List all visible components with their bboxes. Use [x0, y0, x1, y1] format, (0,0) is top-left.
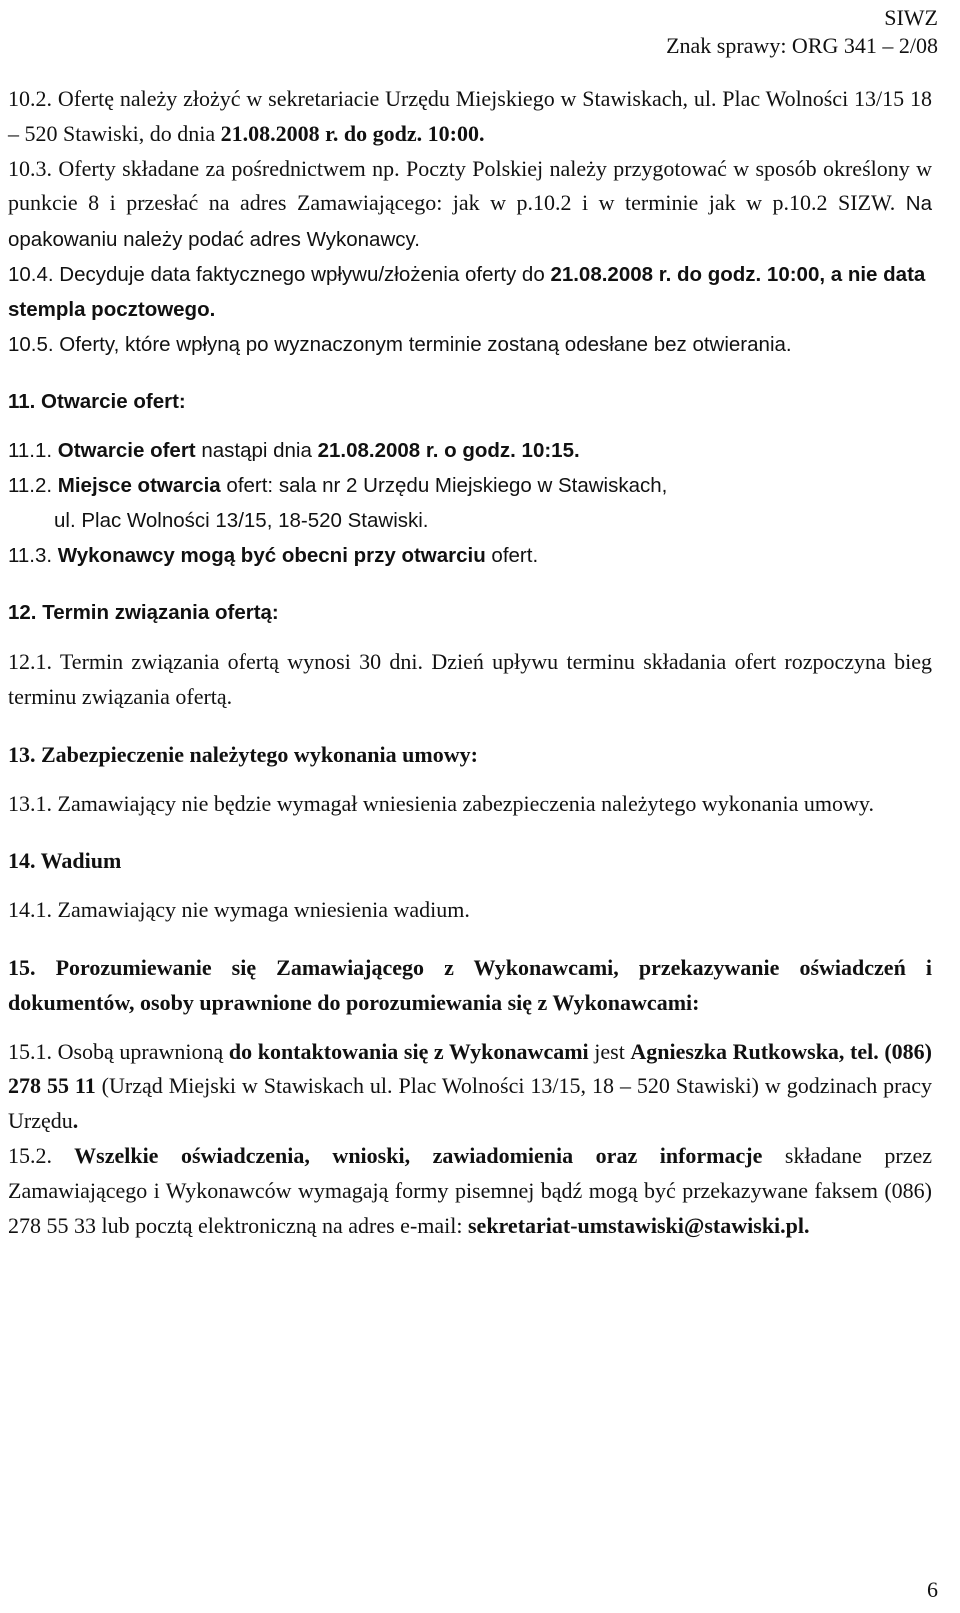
paragraph-11-2: [8, 469, 932, 504]
paragraph-bold-lead: Wszelkie oświadczenia, wnioski, zawiadomienia oraz informacje: [52, 1142, 763, 1168]
paragraph-number: 10.4.: [8, 262, 54, 286]
paragraph-deadline: 21.08.2008 r. do godz. 10:00, a nie data stempla pocztowego.: [8, 262, 926, 321]
paragraph-15-1: 15.1. Osobą uprawnioną do kontaktowania się z Wykonawcami jest Agnieszka Rutkowska, tel. (086) 278 55 11 (Urząd Miejski w Stawiskach ul. Plac Wolności 13/15, 18 – 520 Stawiski) w godzinach pracy Urzędu.: [8, 1038, 933, 1134]
paragraph-number: 10.5.: [8, 332, 54, 356]
submission-deadline: 21.08.2008 r. do godz. 10:00.: [220, 120, 485, 146]
paragraph-11-3: [8, 539, 932, 574]
paragraph-bold-lead: Otwarcie ofert: [52, 439, 196, 463]
paragraph-number: 15.2.: [8, 1142, 52, 1168]
section-13-heading: 13. Zabezpieczenie należytego wykonania umowy:: [8, 741, 478, 767]
paragraph-13-1: 13.1. Zamawiający nie będzie wymagał wniesienia zabezpieczenia należytego wykonania umowy.: [8, 790, 874, 816]
contact-person: Agnieszka Rutkowska, tel. (086) 278 55 11: [8, 1038, 932, 1099]
paragraph-12-1: 12.1. Termin związania ofertą wynosi 30 dni. Dzień upływu terminu składania ofert rozpoczyna bieg terminu związania ofertą.: [8, 649, 932, 709]
section-15-heading: 15. Porozumiewanie się Zamawiającego z Wykonawcami, przekazywanie oświadczeń i dokumentów, osoby uprawnione do porozumiewania się z Wykonawcami:: [8, 954, 932, 1015]
paragraph-14-1: 14.1. Zamawiający nie wymaga wniesienia wadium.: [8, 897, 470, 923]
paragraph-text: nastąpi dnia: [195, 439, 318, 463]
header-case-number: Znak sprawy: ORG 341 – 2/08: [666, 33, 938, 58]
paragraph-number: 10.2.: [8, 86, 52, 111]
paragraph-text: Oferty składane za pośrednictwem np. Poczty Polskiej należy przygotować w sposób określony w punkcie 8 i przesłać na adres Zamawiającego: jak w p.10.2 i w terminie jak w p.10.2 SIZW.: [8, 155, 932, 216]
document-body: [8, 82, 932, 1243]
contact-email: sekretariat-umstawiski@stawiski.pl.: [468, 1212, 810, 1238]
paragraph-text: Oferty, które wpłyną po wyznaczonym terminie zostaną odesłane bez otwierania.: [53, 332, 792, 356]
paragraph-10-4: [8, 258, 932, 328]
paragraph-number: 11.1.: [8, 439, 53, 463]
paragraph-bold-lead: Wykonawcy mogą być obecni przy otwarciu: [52, 543, 486, 567]
paragraph-11-2-address: ul. Plac Wolności 13/15, 18-520 Stawiski.: [54, 508, 429, 532]
paragraph-11-1: [8, 434, 932, 469]
paragraph-number: 11.3.: [8, 543, 53, 567]
paragraph-text: Ofertę należy złożyć w sekretariacie Urzędu Miejskiego w Stawiskach, ul. Plac Wolności 13/15 18 – 520 Stawiski, do dnia: [8, 86, 932, 146]
section-11-heading: 11. Otwarcie ofert:: [8, 390, 186, 414]
section-12-heading: 12. Termin związania ofertą:: [8, 601, 279, 625]
paragraph-number: 10.3.: [8, 155, 52, 181]
paragraph-number: 11.2.: [8, 473, 53, 497]
paragraph-number: 15.1.: [8, 1038, 52, 1064]
paragraph-15-2: [8, 1139, 932, 1243]
opening-date: 21.08.2008 r. o godz. 10:15.: [317, 439, 580, 463]
paragraph-bold-lead: Miejsce otwarcia: [52, 473, 221, 497]
contact-role: do kontaktowania się z Wykonawcami: [228, 1038, 589, 1064]
paragraph-10-3: [8, 152, 932, 258]
paragraph-text: Decyduje data faktycznego wpływu/złożenia oferty do: [53, 262, 551, 286]
paragraph-10-5: [8, 328, 932, 363]
paragraph-text: ofert.: [485, 543, 539, 567]
paragraph-text: składane przez Zamawiającego i Wykonawców wymagają formy pisemnej bądź mogą być przekazywane faksem (086) 278 55 33 lub pocztą elektroniczną na adres e-mail:: [8, 1142, 932, 1238]
paragraph-text: ofert: sala nr 2 Urzędu Miejskiego w Stawiskach,: [220, 473, 668, 497]
paragraph-10-2: [8, 82, 932, 152]
header-doc-type: SIWZ: [884, 5, 938, 30]
page-header: [666, 4, 938, 60]
paragraph-note: Na opakowaniu należy podać adres Wykonawcy.: [8, 192, 932, 252]
page-number: 6: [927, 1577, 938, 1602]
section-14-heading: 14. Wadium: [8, 848, 122, 874]
